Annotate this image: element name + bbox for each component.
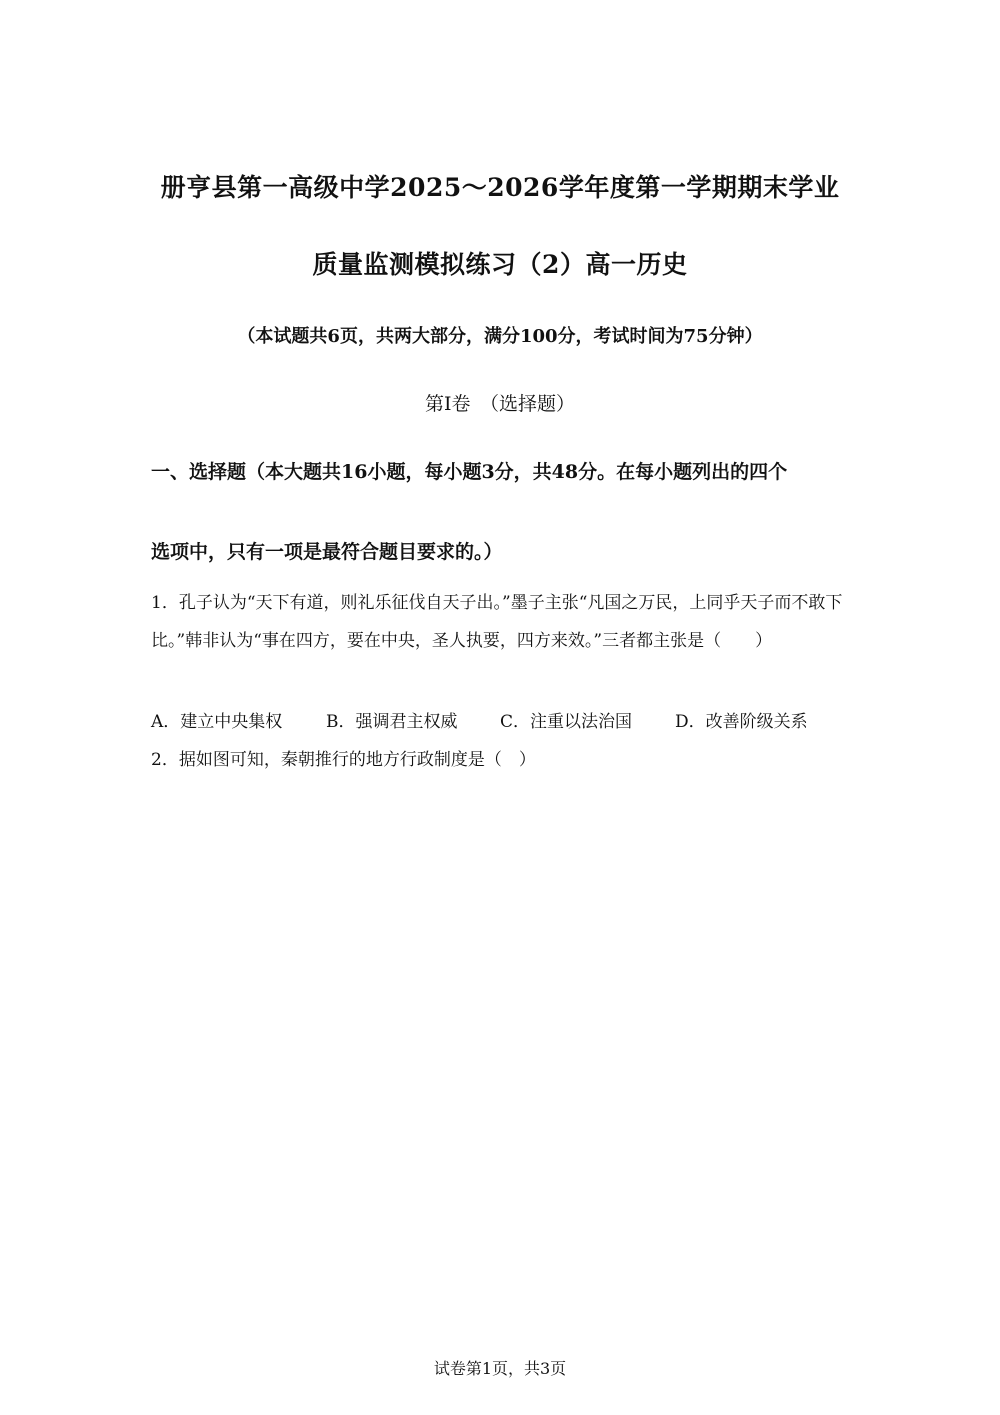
question-1-option-c: C．注重以法治国 — [500, 712, 633, 732]
question-1-option-b: B．强调君主权威 — [326, 712, 458, 732]
volume-heading: 第Ⅰ卷 （选择题） — [424, 393, 575, 415]
question-1-option-d: D．改善阶级关系 — [675, 712, 808, 732]
page-footer: 试卷第1页，共3页 — [433, 1359, 567, 1378]
section-heading-line-2: 选项中，只有一项是最符合题目要求的。） — [151, 541, 503, 563]
question-1-stem: 1．孔子认为“天下有道，则礼乐征伐自天子出。”墨子主张“凡国之万民，上同乎天子而不敢下比。”韩非认为“事在四方，要在中央，圣人执要，四方来效。”三者都主张是（ ） — [151, 593, 843, 651]
section-heading-line-1: 一、选择题（本大题共16小题，每小题3分，共48分。在每小题列出的四个 — [151, 461, 788, 483]
question-1-options — [151, 707, 856, 732]
exam-subtitle: （本试题共6页，共两大部分，满分100分，考试时间为75分钟） — [237, 326, 763, 347]
question-1-option-a: A．建立中央集权 — [151, 712, 283, 732]
question-2-stem: 2．据如图可知，秦朝推行的地方行政制度是（ ） — [151, 750, 536, 770]
exam-title-line-2: 质量监测模拟练习（2）高一历史 — [312, 250, 688, 279]
exam-title-line-1: 册亨县第一高级中学2025～2026学年度第一学期期末学业 — [160, 173, 840, 202]
